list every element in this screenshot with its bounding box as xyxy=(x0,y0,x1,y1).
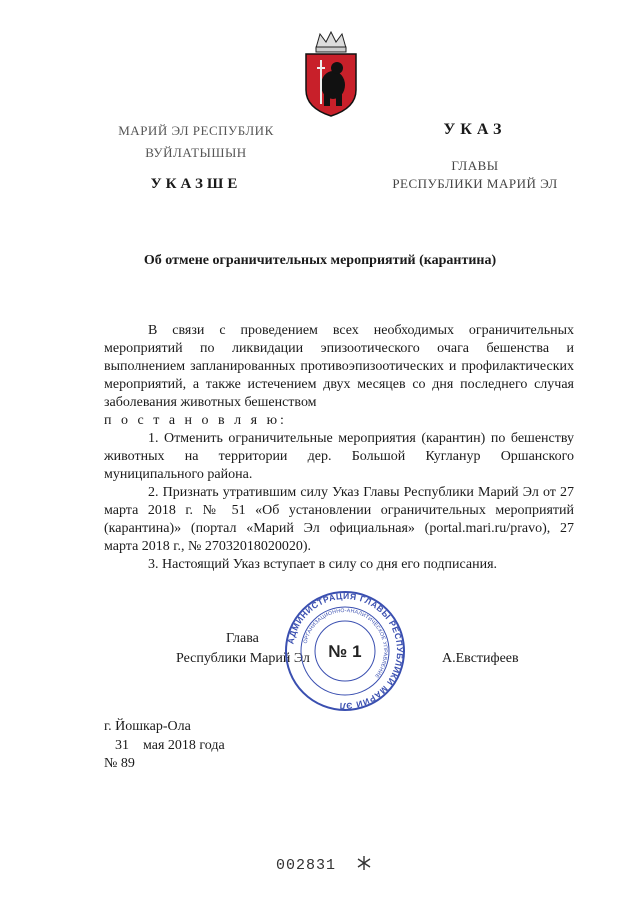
signature-position-line2: Республики Марий Эл xyxy=(176,651,310,666)
header-republic-russian: РЕСПУБЛИКИ МАРИЙ ЭЛ xyxy=(392,176,558,191)
decree-word: п о с т а н о в л я ю: xyxy=(104,413,287,428)
decree-number: № 89 xyxy=(104,756,135,771)
header-decree-russian: УКАЗ xyxy=(443,121,507,138)
signature-position-line1: Глава xyxy=(226,631,259,646)
stamp-inner-text: ОРГАНИЗАЦИОННО-АНАЛИТИЧЕСКОЕ УПРАВЛЕНИЕ xyxy=(302,607,389,679)
crown-icon xyxy=(316,32,346,52)
stamp-outer-text: АДМИНИСТРАЦИЯ ГЛАВЫ РЕСПУБЛИКИ МАРИЙ ЭЛ xyxy=(285,590,406,712)
header-republic-mari: МАРИЙ ЭЛ РЕСПУБЛИК xyxy=(118,123,274,138)
preamble-paragraph: В связи с проведением всех необходимых ограничительных мероприятий по ликвидации эпизоотического очага бешенства и выполнением запланированных противоэпизоотических и профилактических мероприятий, а также истечением двух месяцев со дня последнего случая заболевания животных бешенством xyxy=(104,323,574,410)
coat-of-arms-emblem xyxy=(300,28,362,118)
serial-number: 002831 xyxy=(276,857,337,874)
stamp-center-number: № 1 xyxy=(328,642,362,661)
signature-name: А.Евстифеев xyxy=(442,651,519,666)
header-decree-mari: УКАЗШЕ xyxy=(150,176,242,192)
snowflake-icon xyxy=(356,855,372,871)
date-of-signing: 31 мая 2018 года xyxy=(115,738,225,753)
header-head-mari: ВУЙЛАТЫШЫН xyxy=(145,145,247,160)
official-stamp xyxy=(284,590,406,712)
document-title: Об отмене ограничительных мероприятий (карантина) xyxy=(143,253,497,268)
place-of-signing: г. Йошкар-Ола xyxy=(104,719,191,734)
item-1-paragraph: 1. Отменить ограничительные мероприятия (карантин) по бешенству животных на территории дер. Большой Кугланур Оршанского муниципального района. xyxy=(104,431,574,482)
item-3-paragraph: 3. Настоящий Указ вступает в силу со дня его подписания. xyxy=(148,557,498,572)
item-2-paragraph: 2. Признать утратившим силу Указ Главы Республики Марий Эл от 27 марта 2018 г. № 51 «Об установлении ограничительных мероприятий (карантина)» (портал «Марий Эл официальная» (portal.mari.ru/pravo), 27 марта 2018 г., № 27032018020020). xyxy=(104,485,574,554)
document-body xyxy=(104,322,574,574)
header-head-russian: ГЛАВЫ xyxy=(451,158,499,173)
